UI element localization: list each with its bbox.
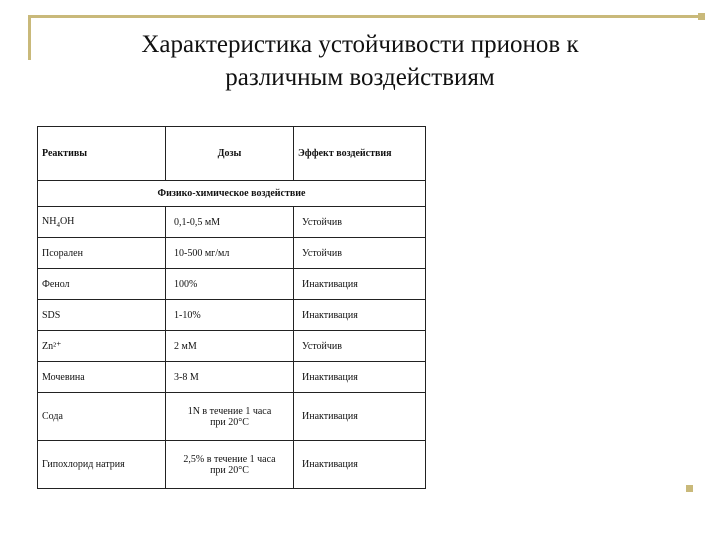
- section-label: Физико-химическое воздействие: [38, 181, 426, 207]
- cell-effect: Устойчив: [294, 331, 426, 362]
- cell-reagent: Фенол: [38, 269, 166, 300]
- decorative-left-rule: [28, 15, 31, 60]
- cell-dose-line-2: при 20°С: [210, 464, 249, 476]
- section-row: [38, 181, 426, 207]
- cell-effect: Инактивация: [294, 300, 426, 331]
- cell-dose: 0,1-0,5 мМ: [166, 207, 294, 238]
- cell-dose: [166, 441, 294, 489]
- table-row: [38, 441, 426, 489]
- prion-resistance-table: [37, 126, 426, 489]
- table-row: [38, 269, 426, 300]
- cell-reagent: Сода: [38, 393, 166, 441]
- cell-dose-line-1: 1N в течение 1 часа: [187, 405, 272, 417]
- cell-effect: Устойчив: [294, 207, 426, 238]
- cell-reagent: Мочевина: [38, 362, 166, 393]
- table-header-row: [38, 127, 426, 181]
- decorative-square-top-right: [698, 13, 705, 20]
- header-dose: Дозы: [166, 127, 294, 181]
- cell-reagent: SDS: [38, 300, 166, 331]
- decorative-top-rule: [30, 15, 698, 18]
- slide-title-line-2: различным воздействиям: [225, 64, 495, 91]
- cell-dose: 100%: [166, 269, 294, 300]
- table-row: [38, 238, 426, 269]
- slide-title-line-1: Характеристика устойчивости прионов к: [141, 31, 579, 58]
- table-row: [38, 207, 426, 238]
- slide-title: [40, 28, 680, 94]
- table-row: [38, 362, 426, 393]
- cell-effect: Устойчив: [294, 238, 426, 269]
- table-row: [38, 393, 426, 441]
- decorative-square-bottom-right: [686, 485, 693, 492]
- cell-dose: 1-10%: [166, 300, 294, 331]
- cell-reagent: $NH_4OH$: [38, 207, 166, 238]
- header-reagents: Реактивы: [38, 127, 166, 181]
- cell-dose: 10-500 мг/мл: [166, 238, 294, 269]
- cell-dose: [166, 393, 294, 441]
- header-effect: Эффект воздействия: [294, 127, 426, 181]
- cell-dose: 3-8 М: [166, 362, 294, 393]
- cell-effect: Инактивация: [294, 393, 426, 441]
- cell-effect: Инактивация: [294, 441, 426, 489]
- cell-dose-line-2: при 20°С: [210, 416, 249, 428]
- table-row: [38, 300, 426, 331]
- cell-effect: Инактивация: [294, 362, 426, 393]
- cell-effect: Инактивация: [294, 269, 426, 300]
- table-row: [38, 331, 426, 362]
- cell-reagent: Псорален: [38, 238, 166, 269]
- cell-dose: 2 мМ: [166, 331, 294, 362]
- cell-dose-line-1: 2,5% в течение 1 часа: [183, 453, 276, 465]
- cell-reagent: Zn²⁺: [38, 331, 166, 362]
- cell-reagent: Гипохлорид натрия: [38, 441, 166, 489]
